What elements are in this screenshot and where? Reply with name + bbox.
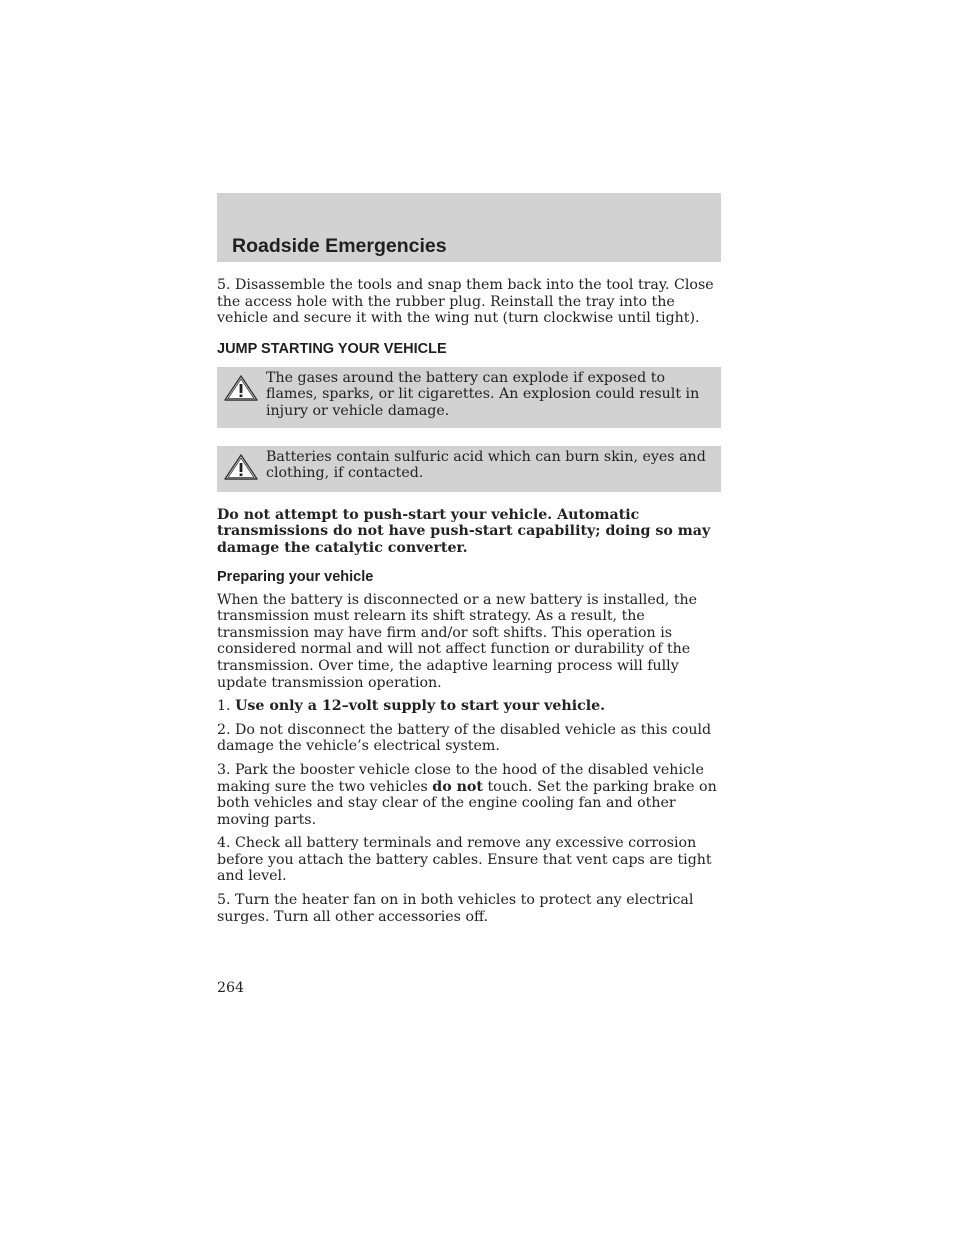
- warning-text: Batteries contain sulfuric acid which can burn skin, eyes and clothing, if contacted.: [266, 448, 706, 482]
- step-1-number: 1.: [217, 698, 231, 715]
- section-title: JUMP STARTING YOUR VEHICLE: [217, 340, 447, 357]
- step-4: 4. Check all battery terminals and remove any excessive corrosion before you attach the battery cables. Ensure that vent caps are tight and level.: [217, 835, 712, 885]
- step-2: 2. Do not disconnect the battery of the disabled vehicle as this could damage the vehicle’s electrical system.: [217, 721, 712, 755]
- chapter-title: Roadside Emergencies: [232, 235, 447, 257]
- step-3-text-before: 3. Park the booster vehicle close to the hood of the disabled vehicle making sure the two vehicles: [217, 761, 704, 795]
- step-1-text: Use only a 12–volt supply to start your vehicle.: [235, 698, 606, 715]
- page-number: 264: [217, 980, 245, 996]
- step-3: [217, 762, 721, 828]
- warning-triangle-icon: [223, 374, 259, 402]
- page-content: [217, 277, 721, 932]
- warning-triangle-icon: [223, 453, 259, 481]
- step-1: [217, 698, 721, 715]
- warning-text: The gases around the battery can explode if exposed to flames, sparks, or lit cigarettes. An explosion could result in injury or vehicle damage.: [266, 369, 700, 419]
- chapter-header: [217, 193, 721, 262]
- step-3-text-after: touch. Set the parking brake on both vehicles and stay clear of the engine cooling fan and other moving parts.: [217, 778, 717, 828]
- intro-step-5: 5. Disassemble the tools and snap them back into the tool tray. Close the access hole with the rubber plug. Reinstall the tray into the vehicle and secure it with the wing nut (turn clockwise until tight).: [217, 277, 714, 327]
- warning-box-explosion: [217, 367, 721, 428]
- subsection-title: Preparing your vehicle: [217, 568, 374, 585]
- push-start-caution: Do not attempt to push-start your vehicle. Automatic transmissions do not have push-start capability; doing so may damage the catalytic converter.: [217, 506, 711, 556]
- preparing-paragraph: When the battery is disconnected or a new battery is installed, the transmission must relearn its shift strategy. As a result, the transmission may have firm and/or soft shifts. This operation is considered normal and will not affect function or durability of the transmission. Over time, the adaptive learning process will fully update transmission operation.: [217, 591, 698, 691]
- step-5: 5. Turn the heater fan on in both vehicles to protect any electrical surges. Turn all other accessories off.: [217, 892, 694, 925]
- warning-box-acid: [217, 446, 721, 492]
- step-3-emphasis: do not: [432, 778, 483, 795]
